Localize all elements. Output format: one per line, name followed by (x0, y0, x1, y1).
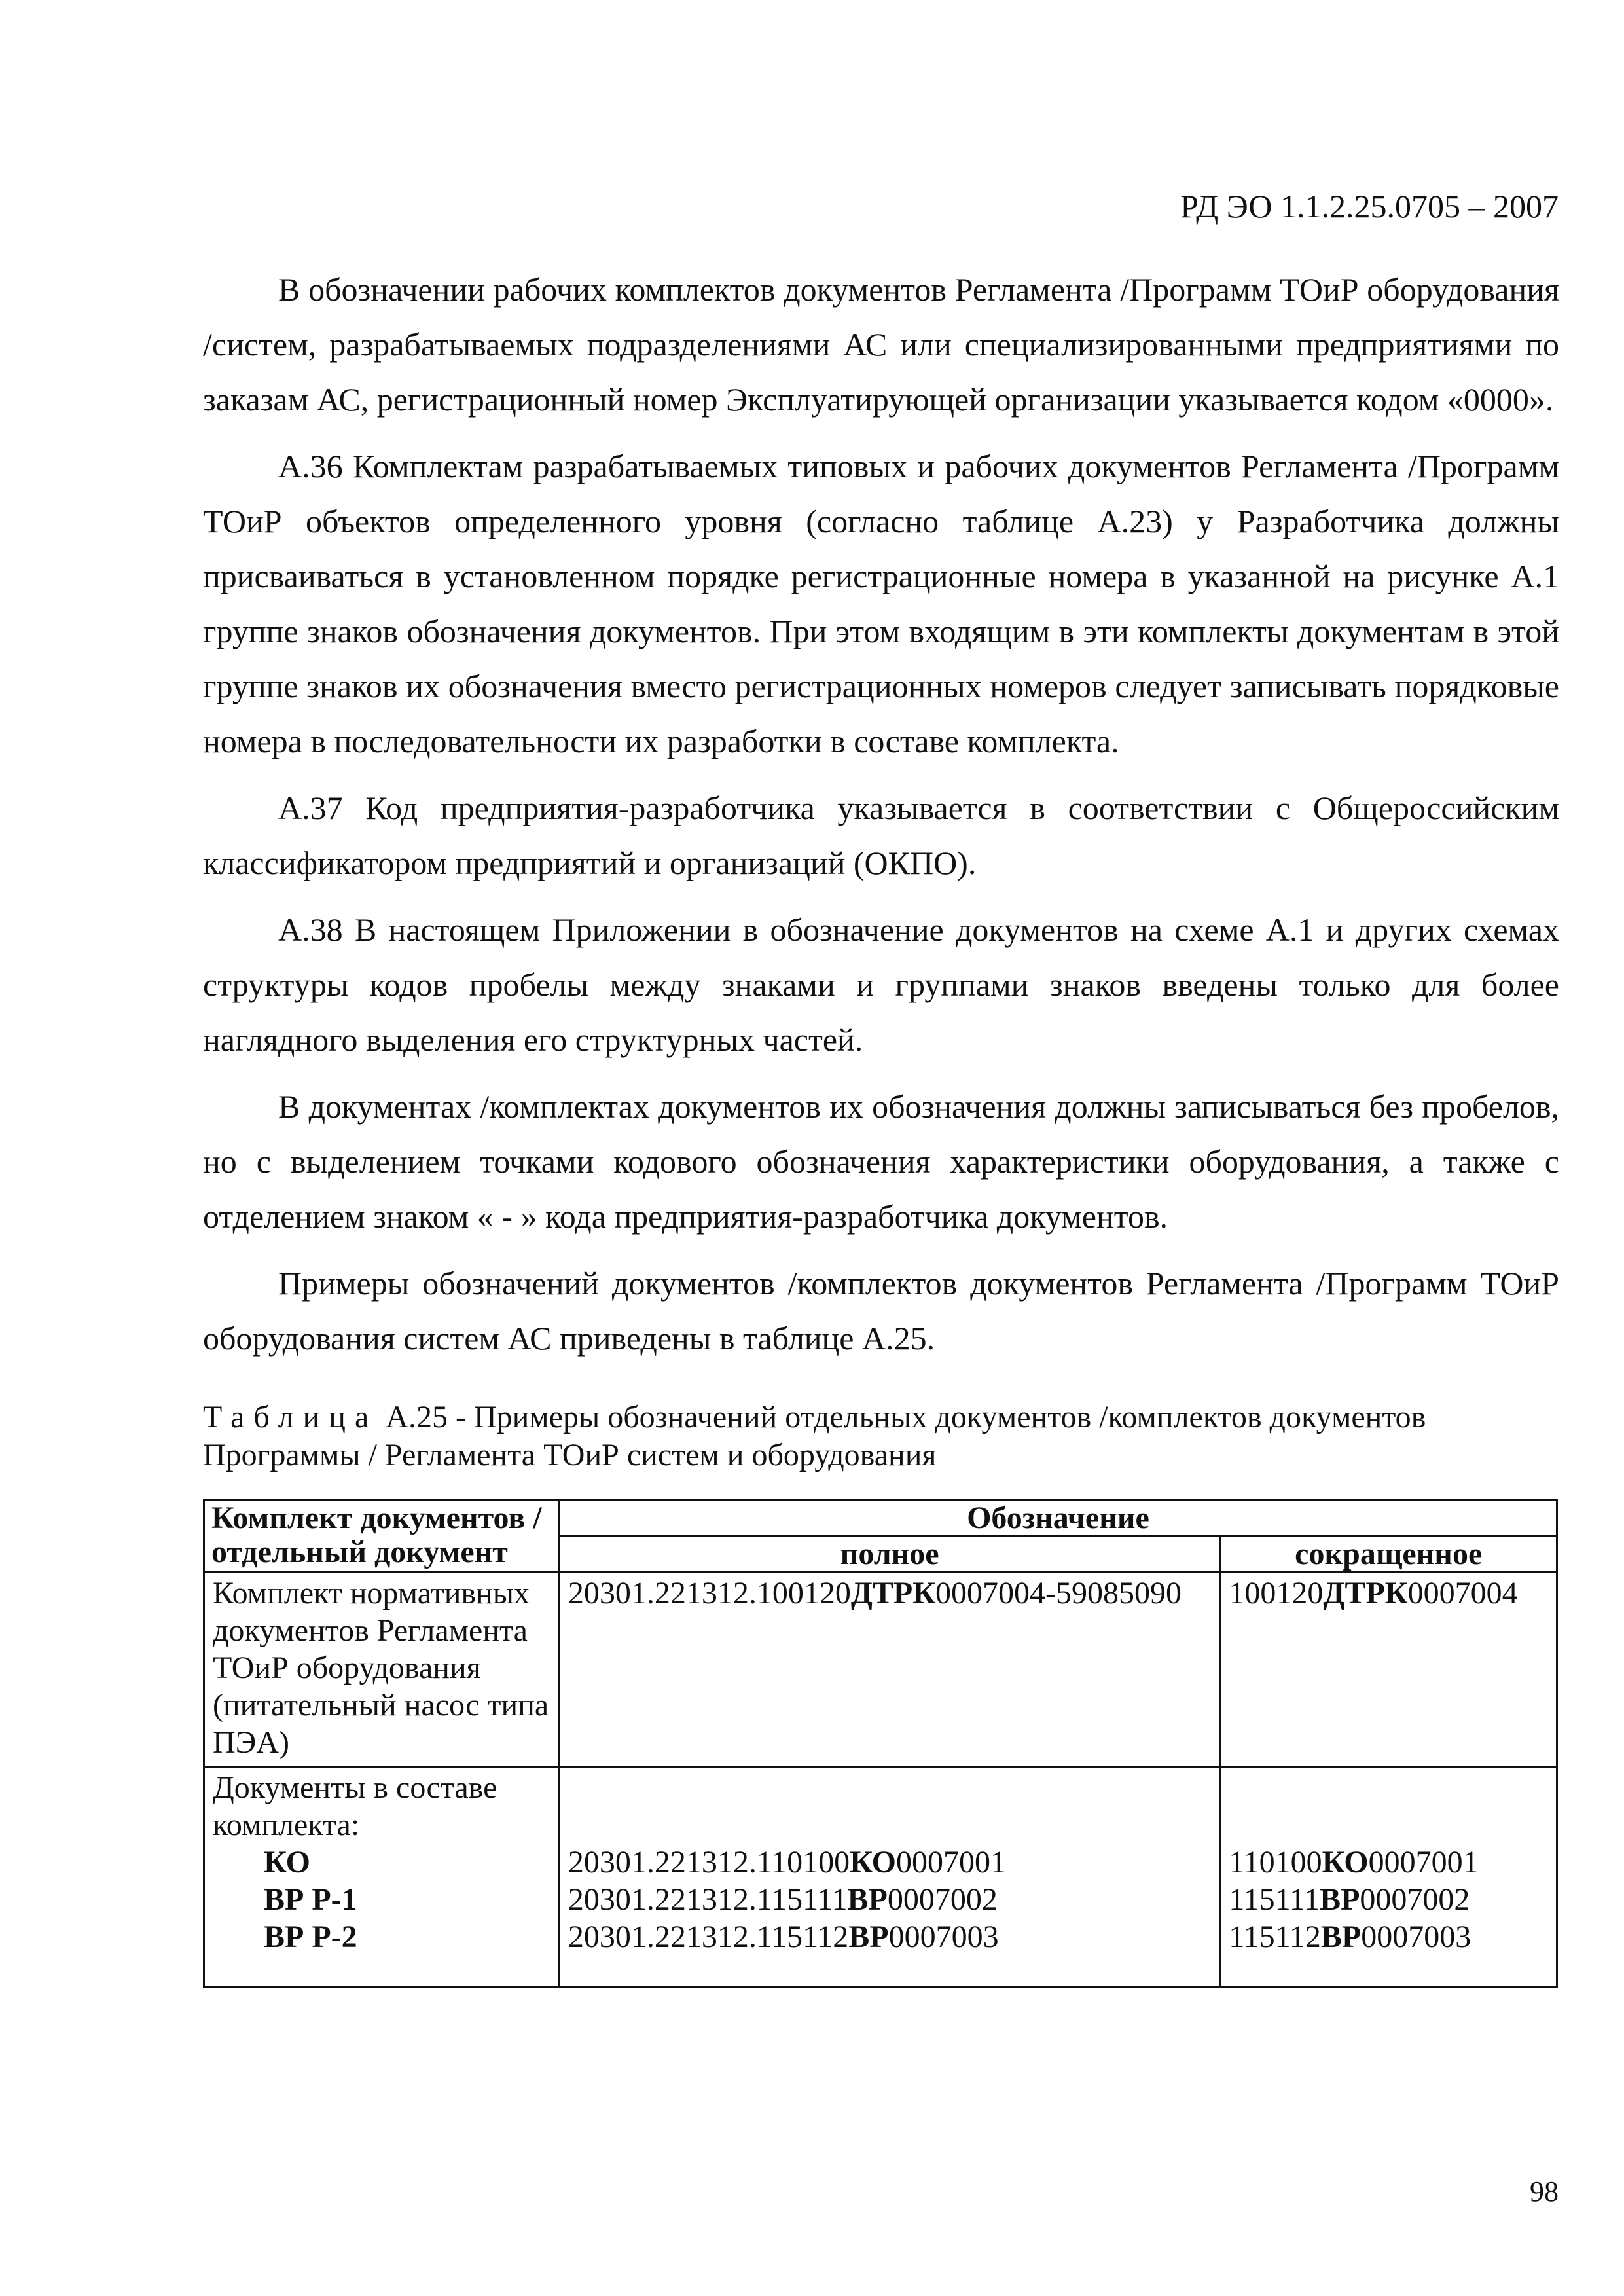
paragraph-no-spaces: В документах /комплектах документов их обозначения должны записываться без пробелов, но с выделением точками кодового обозначения характеристики оборудования, а также с отделением знаком « - » кода предприятия-разработчика документов. (203, 1088, 1559, 1235)
paragraph-a36: А.36 Комплектам разрабатываемых типовых и рабочих документов Регламента /Программ ТОиР объектов определенного уровня (согласно таблице А.23) у Разработчика должны присваиваться в установленном порядке регистрационные номера в указанной на рисунке А.1 группе знаков обозначения документов. При этом входящим в эти комплекты документам в этой группе знаков их обозначения вместо регистрационных номеров следует записывать порядковые номера в последовательности их разработки в составе комплекта. (203, 448, 1559, 759)
table-row (204, 1767, 1557, 1988)
table-caption (203, 1398, 1578, 1474)
table-caption-word: Таблица (203, 1400, 378, 1434)
table-row (204, 1573, 1557, 1767)
row-label: Комплект нормативных документов Регламента ТОиР оборудования (питательный насос типа ПЭА) (204, 1573, 560, 1767)
column-header-full: полное (559, 1537, 1220, 1573)
document-code-header: РД ЭО 1.1.2.25.0705 – 2007 (1180, 188, 1559, 225)
designation-examples-table (203, 1499, 1558, 1988)
doc-code-ko: КО (264, 1845, 310, 1880)
full-designation: 20301.221312.110100КО0007001 20301.221312.115111ВР0007002 20301.221312.115112ВР0007003 (559, 1767, 1220, 1988)
doc-code-vr-r2: ВР Р-2 (264, 1920, 357, 1954)
paragraph-examples: Примеры обозначений документов /комплектов документов Регламента /Программ ТОиР оборудования систем АС приведены в таблице А.25. (203, 1265, 1559, 1357)
column-header-designation: Обозначение (559, 1501, 1557, 1537)
row-label: Документы в составе комплекта: КО ВР Р-1 ВР Р-2 (204, 1767, 560, 1988)
paragraph-a38: А.38 В настоящем Приложении в обозначение документов на схеме А.1 и других схемах структуры кодов пробелы между знаками и группами знаков введены только для более наглядного выделения его структурных частей. (203, 911, 1559, 1058)
paragraph-a37: А.37 Код предприятия-разработчика указывается в соответствии с Общероссийским классификатором предприятий и организаций (ОКПО). (203, 790, 1559, 881)
short-designation: 100120ДТРК0007004 (1220, 1573, 1557, 1767)
body-text (203, 262, 1559, 1377)
column-header-short: сокращенное (1220, 1537, 1557, 1573)
table-caption-text: А.25 - Примеры обозначений отдельных документов /комплектов документов Программы / Регламента ТОиР систем и оборудования (203, 1400, 1426, 1472)
column-header-set: Комплект документов /отдельный документ (204, 1501, 560, 1573)
full-designation: 20301.221312.100120ДТРК0007004-59085090 (559, 1573, 1220, 1767)
page-number: 98 (1530, 2176, 1559, 2208)
short-designation: 110100КО0007001 115111ВР0007002 115112ВР0007003 (1220, 1767, 1557, 1988)
paragraph-working-sets: В обозначении рабочих комплектов документов Регламента /Программ ТОиР оборудования /систем, разрабатываемых подразделениями АС или специализированными предприятиями по заказам АС, регистрационный номер Эксплуатирующей организации указывается кодом «0000». (203, 271, 1559, 418)
doc-code-vr-r1: ВР Р-1 (264, 1882, 357, 1917)
